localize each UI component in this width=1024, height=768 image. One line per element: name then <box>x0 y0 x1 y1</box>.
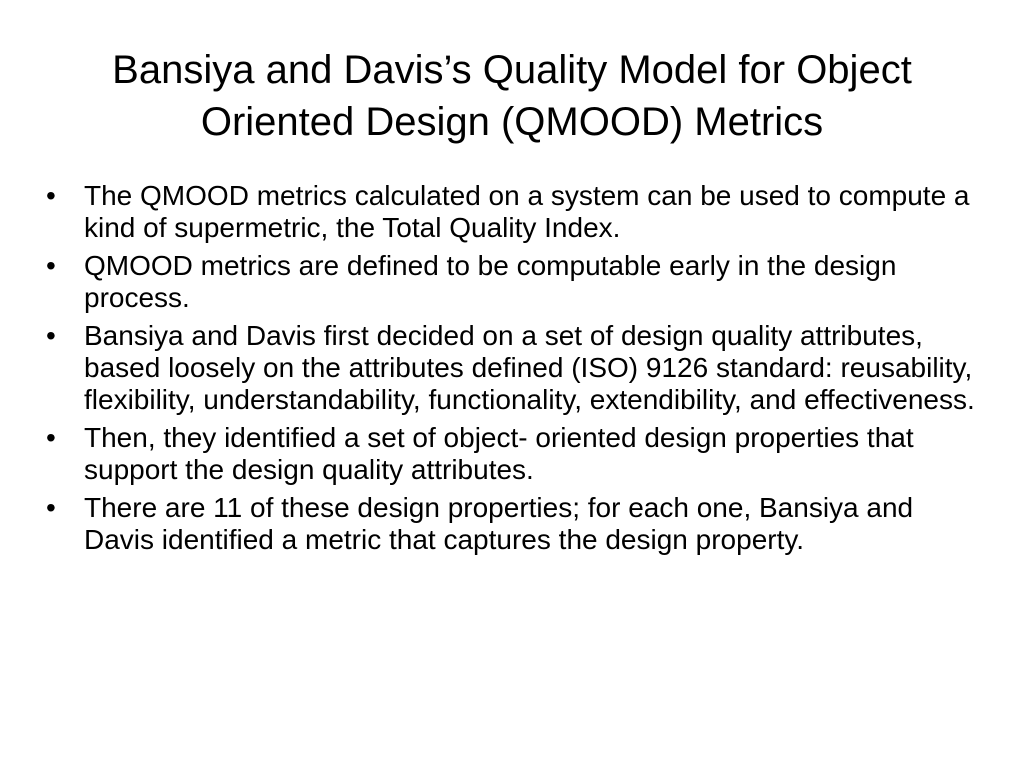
bullet-item <box>44 250 984 314</box>
bullet-dot-icon: • <box>46 492 56 523</box>
bullet-dot-icon: • <box>46 320 56 351</box>
bullet-text: QMOOD metrics are defined to be computable early in the design process. <box>84 250 897 313</box>
bullet-item <box>44 180 984 244</box>
bullet-text: The QMOOD metrics calculated on a system can be used to compute a kind of supermetric, the Total Quality Index. <box>84 180 970 243</box>
bullet-text: Bansiya and Davis first decided on a set of design quality attributes, based loosely on the attributes defined (ISO) 9126 standard: reusability, flexibility, understandability, functionality, extendibility, and effectiveness. <box>84 320 975 415</box>
bullet-text: There are 11 of these design properties; for each one, Bansiya and Davis identified a metric that captures the design property. <box>84 492 914 555</box>
bullet-list <box>44 180 984 562</box>
bullet-dot-icon: • <box>46 250 56 281</box>
bullet-item <box>44 320 984 416</box>
bullet-text: Then, they identified a set of object- oriented design properties that support the design quality attributes. <box>84 422 914 485</box>
bullet-item <box>44 492 984 556</box>
bullet-dot-icon: • <box>46 180 56 211</box>
bullet-item <box>44 422 984 486</box>
bullet-dot-icon: • <box>46 422 56 453</box>
slide-title: Bansiya and Davis’s Quality Model for Object Oriented Design (QMOOD) Metrics <box>112 48 912 144</box>
